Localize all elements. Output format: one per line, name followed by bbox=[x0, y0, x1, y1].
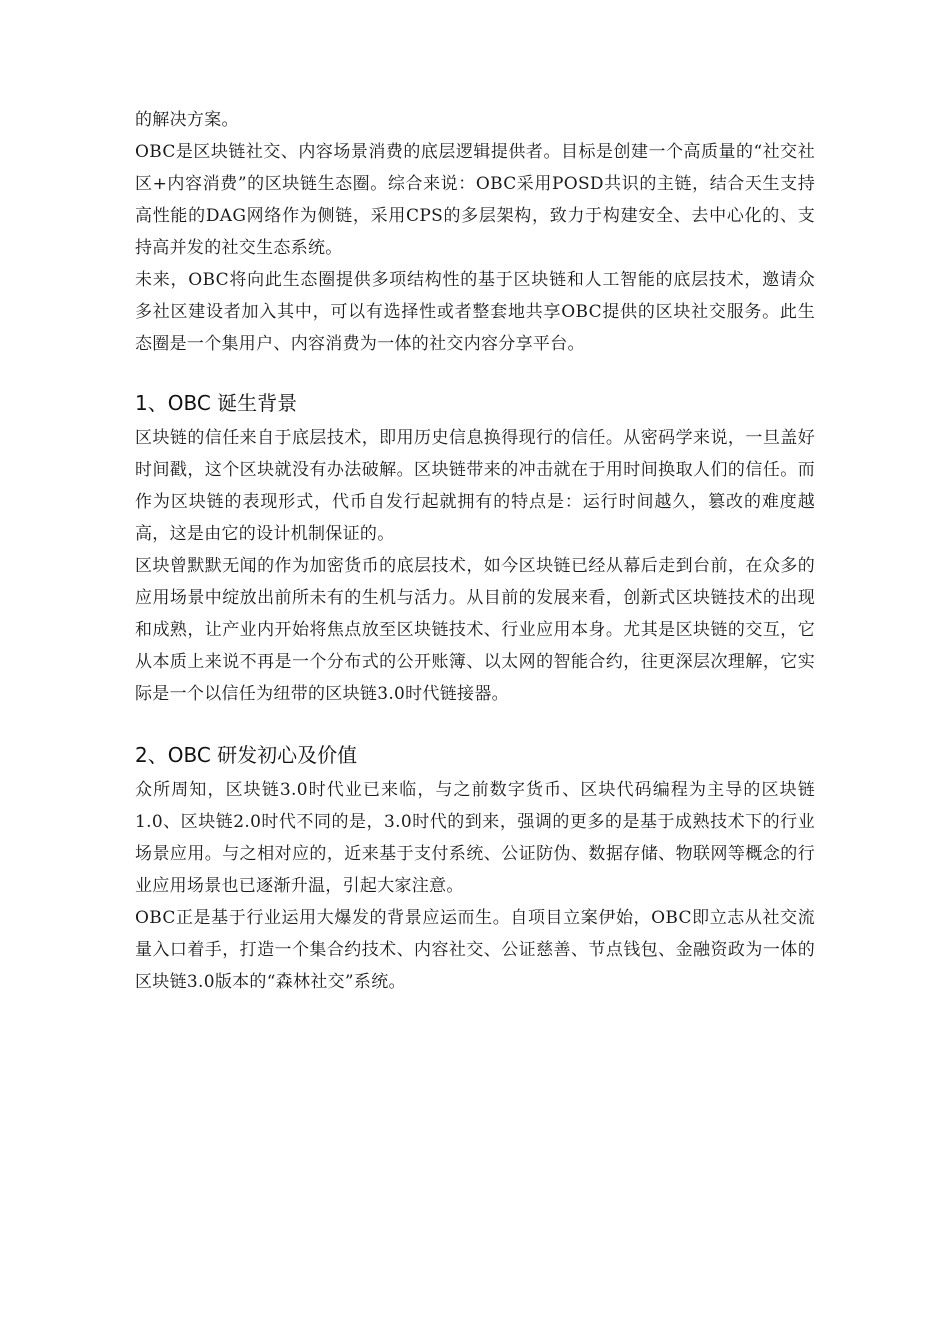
document-page bbox=[135, 104, 815, 998]
section-1-paragraph-1: 区块链的信任来自于底层技术，即用历史信息换得现行的信任。从密码学来说，一旦盖好时间戳，这个区块就没有办法破解。区块链带来的冲击就在于用时间换取人们的信任。而作为区块链的表现形式，代币自发行起就拥有的特点是：运行时间越久，篡改的难度越高，这是由它的设计机制保证的。 bbox=[135, 428, 815, 544]
intro-paragraph-obc-overview: OBC是区块链社交、内容场景消费的底层逻辑提供者。目标是创建一个高质量的“社交社区+内容消费”的区块链生态圈。综合来说：OBC采用POSD共识的主链，结合天生支持高性能的DAG网络作为侧链，采用CPS的多层架构，致力于构建安全、去中心化的、支持高并发的社交生态系统。 bbox=[135, 142, 815, 258]
section-1-heading: 1、OBC 诞生背景 bbox=[135, 391, 298, 415]
intro-paragraph-continued: 的解决方案。 bbox=[135, 110, 239, 130]
section-2-paragraph-2: OBC正是基于行业运用大爆发的背景应运而生。自项目立案伊始，OBC即立志从社交流量入口着手，打造一个集合约技术、内容社交、公证慈善、节点钱包、金融资政为一体的区块链3.0版本的“森林社交”系统。 bbox=[135, 908, 815, 992]
section-2-paragraph-1: 众所周知，区块链3.0时代业已来临，与之前数字货币、区块代码编程为主导的区块链1.0、区块链2.0时代不同的是，3.0时代的到来，强调的更多的是基于成熟技术下的行业场景应用。与之相对应的，近来基于支付系统、公证防伪、数据存储、物联网等概念的行业应用场景也已逐渐升温，引起大家注意。 bbox=[135, 780, 815, 896]
intro-paragraph-future: 未来，OBC将向此生态圈提供多项结构性的基于区块链和人工智能的底层技术，邀请众多社区建设者加入其中，可以有选择性或者整套地共享OBC提供的区块社交服务。此生态圈是一个集用户、内容消费为一体的社交内容分享平台。 bbox=[135, 270, 815, 354]
section-2-heading: 2、OBC 研发初心及价值 bbox=[135, 743, 358, 767]
section-1-paragraph-2: 区块曾默默无闻的作为加密货币的底层技术，如今区块链已经从幕后走到台前，在众多的应用场景中绽放出前所未有的生机与活力。从目前的发展来看，创新式区块链技术的出现和成熟，让产业内开始将焦点放至区块链技术、行业应用本身。尤其是区块链的交互，它从本质上来说不再是一个分布式的公开账簿、以太网的智能合约，往更深层次理解，它实际是一个以信任为纽带的区块链3.0时代链接器。 bbox=[135, 556, 815, 704]
